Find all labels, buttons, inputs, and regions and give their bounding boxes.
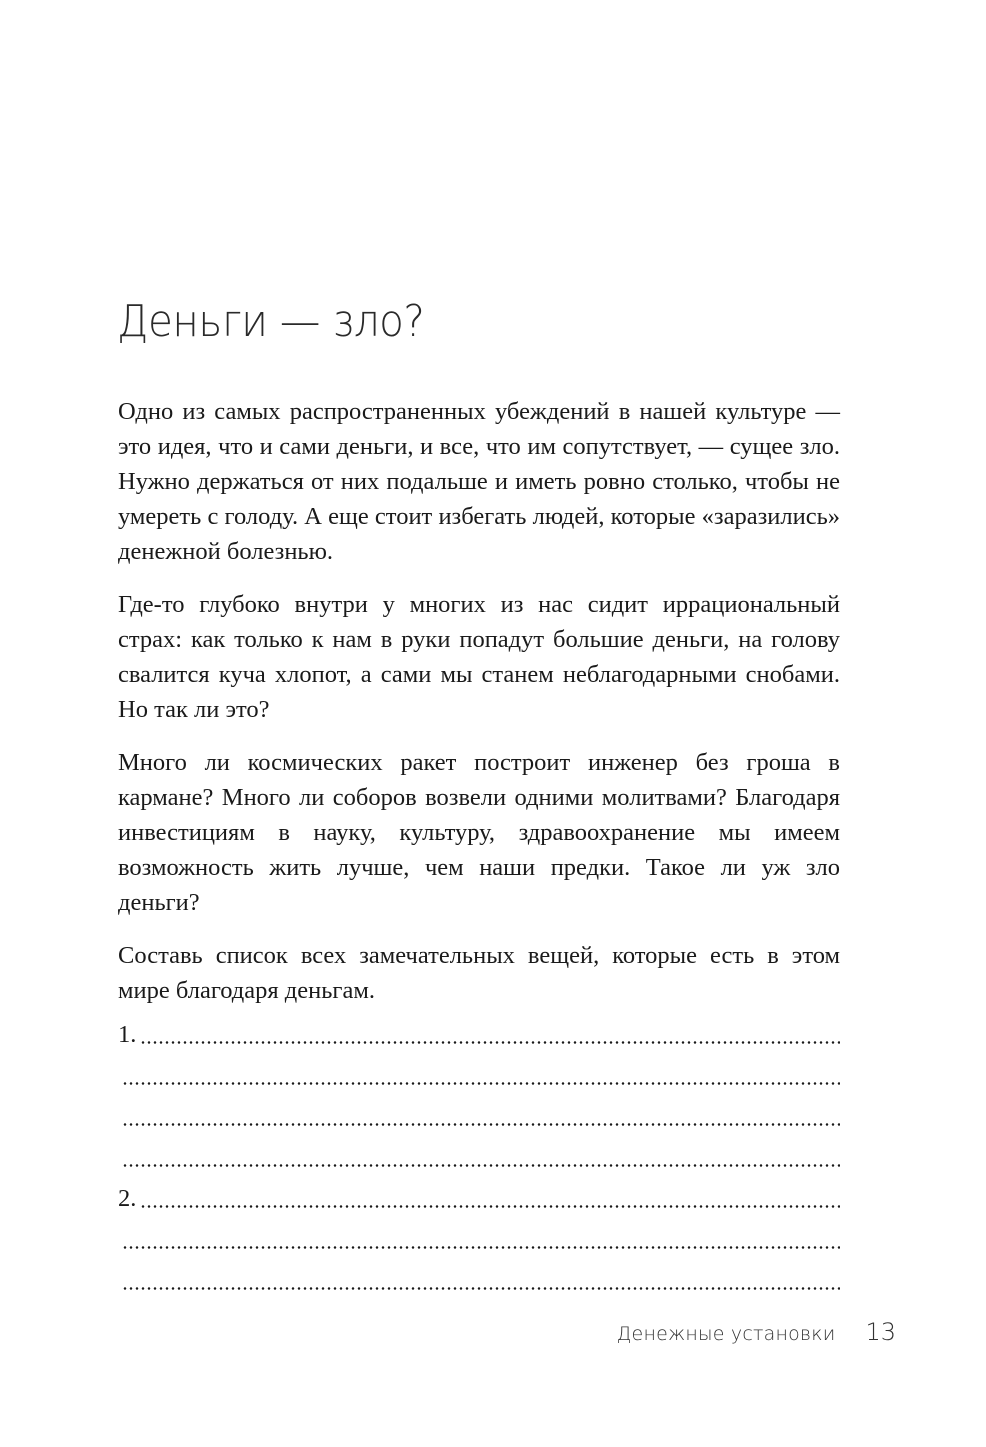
- answer-lines: [118, 1006, 840, 1293]
- dotted-line: [140, 1041, 840, 1044]
- answer-line[interactable]: [118, 1088, 840, 1129]
- page-title: Деньги — зло?: [117, 296, 425, 347]
- dotted-line: [122, 1123, 840, 1126]
- dotted-line: [122, 1246, 840, 1249]
- paragraph: Где-то глубоко внутри у многих из нас сидит иррациональный страх: как только к нам в руки попадут большие деньги, на голову свалится куча хлопот, а сами мы станем неблагодарными снобами. Но так ли это?: [118, 591, 840, 723]
- answer-line[interactable]: [118, 1252, 840, 1293]
- paragraph: Много ли космических ракет построит инженер без гроша в кармане? Много ли соборов возвели одними молитвами? Благодаря инвестициям в науку, культуру, здравоохранение мы имеем возможность жить лучше, чем наши предки. Такое ли уж зло деньги?: [118, 749, 840, 916]
- body-text: [118, 394, 840, 1026]
- paragraph: Составь список всех замечательных вещей, которые есть в этом мире благодаря деньгам.: [118, 942, 840, 1004]
- answer-line[interactable]: [118, 1006, 840, 1047]
- answer-line[interactable]: [118, 1170, 840, 1211]
- list-number: 2.: [118, 1185, 137, 1212]
- dotted-line: [140, 1205, 840, 1208]
- page-number: 13: [865, 1318, 896, 1346]
- paragraph: Одно из самых распространенных убеждений в нашей культуре — это идея, что и сами деньги, и все, что им сопутствует, — сущее зло. Нужно держаться от них подальше и иметь ровно столько, чтобы не умереть с голоду. А еще стоит избегать людей, которые «заразились» денежной болезнью.: [118, 398, 840, 565]
- page-footer: [617, 1318, 896, 1346]
- dotted-line: [122, 1287, 840, 1290]
- running-footer-title: Денежные установки: [616, 1323, 836, 1345]
- answer-line[interactable]: [118, 1211, 840, 1252]
- list-number: 1.: [118, 1021, 137, 1048]
- answer-line[interactable]: [118, 1047, 840, 1088]
- answer-line[interactable]: [118, 1129, 840, 1170]
- dotted-line: [122, 1164, 840, 1167]
- dotted-line: [122, 1082, 840, 1085]
